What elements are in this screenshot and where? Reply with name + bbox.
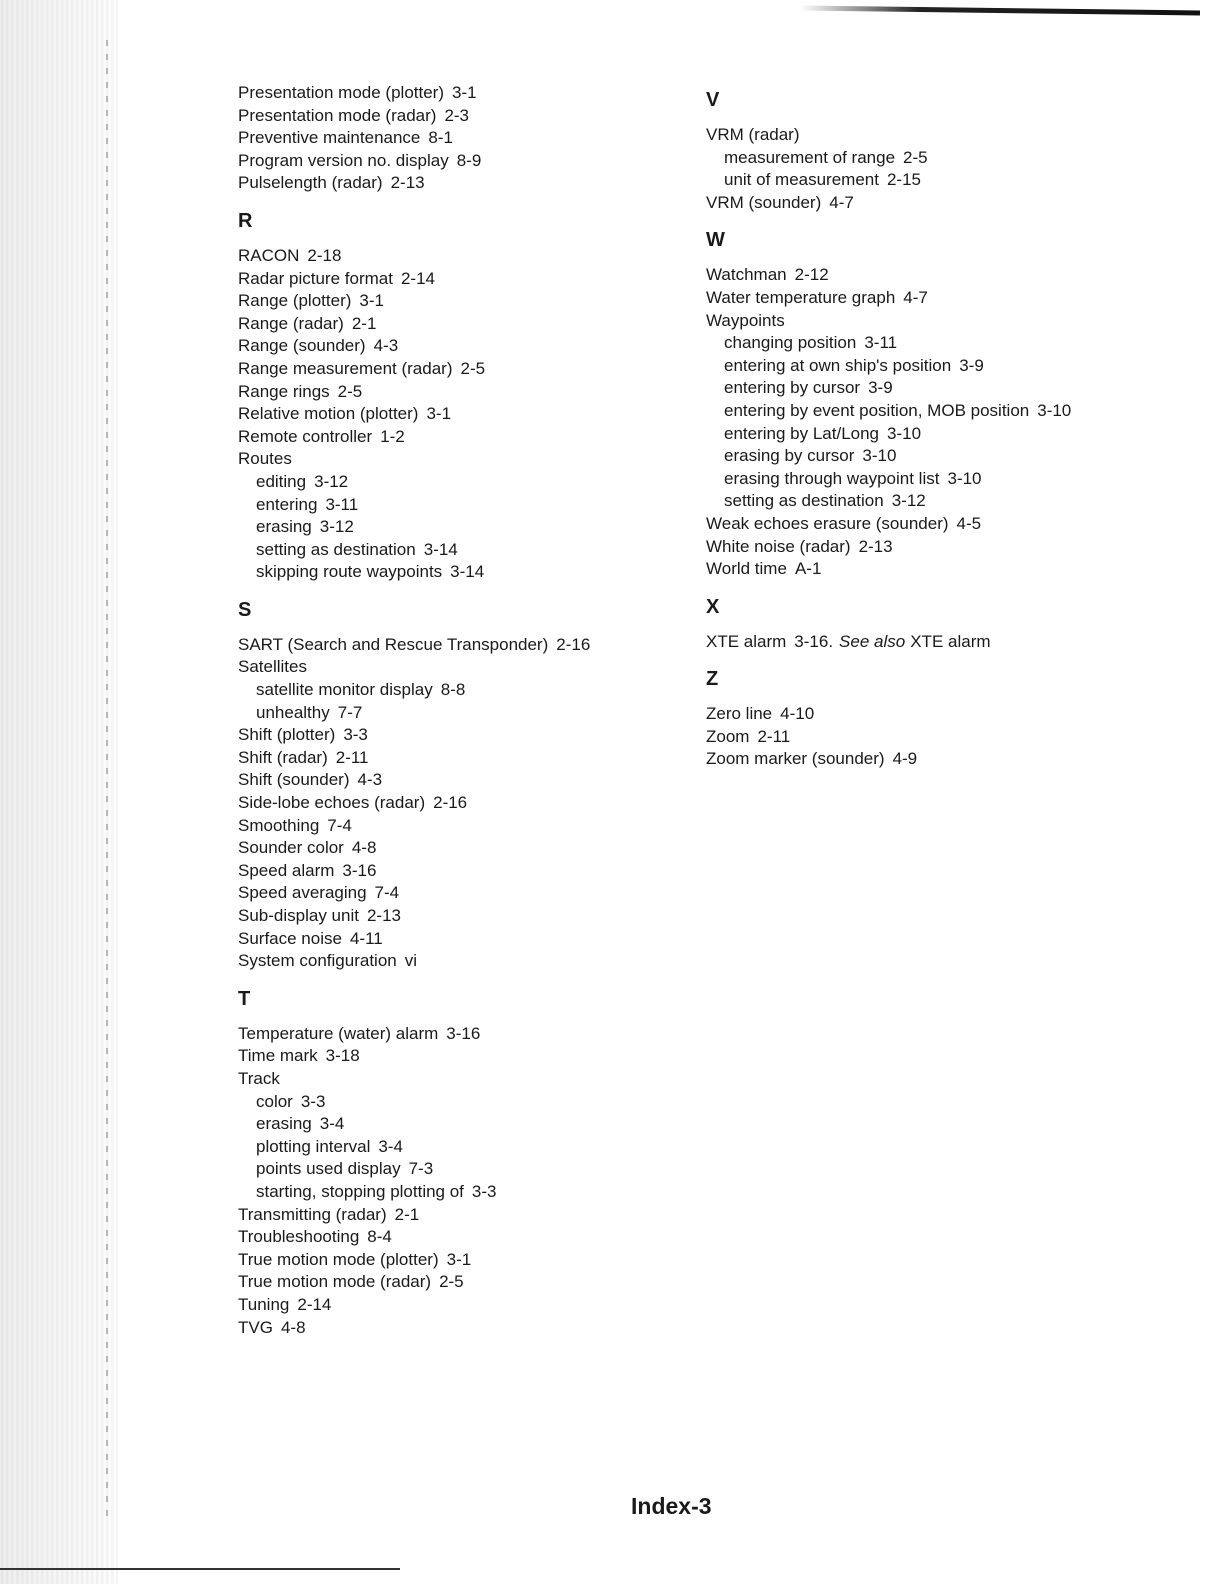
index-subentry — [238, 1113, 678, 1136]
page-reference: 2-1 — [351, 313, 377, 333]
index-subentry — [706, 490, 1136, 513]
index-subentry — [706, 147, 1136, 170]
index-section — [706, 226, 1136, 580]
index-entry — [238, 950, 678, 973]
entry-term: Remote controller — [238, 426, 373, 446]
entry-term: Waypoints — [706, 310, 785, 330]
entry-term: VRM (radar) — [706, 125, 800, 144]
entry-term: RACON — [238, 245, 300, 265]
entry-term: plotting interval — [256, 1136, 371, 1156]
entry-term: Tuning — [238, 1294, 290, 1314]
index-column-left — [238, 82, 678, 1351]
index-entry — [706, 536, 1136, 559]
page-reference: vi — [404, 951, 418, 971]
index-subentry — [238, 1136, 678, 1159]
page-reference: 3-1 — [359, 291, 384, 311]
entry-term: Radar picture format — [238, 268, 393, 288]
entry-term: erasing by cursor — [724, 446, 855, 466]
section-letter: S — [238, 598, 252, 621]
entry-term: color — [256, 1091, 293, 1111]
page-reference: 2-1 — [394, 1204, 420, 1224]
index-subentry — [238, 494, 678, 517]
entry-term: setting as destination — [724, 491, 884, 511]
index-section — [238, 207, 678, 584]
page-reference: 2-15 — [886, 170, 921, 190]
index-subentry — [238, 679, 678, 702]
index-entry — [706, 748, 1136, 771]
entry-term: Watchman — [706, 265, 787, 285]
index-entry — [238, 928, 678, 951]
entry-term: Satellites — [238, 657, 307, 677]
entry-term: starting, stopping plotting of — [256, 1181, 464, 1201]
index-subentry — [238, 1181, 678, 1204]
entry-term: Temperature (water) alarm — [238, 1023, 439, 1043]
page-reference: 4-5 — [956, 513, 982, 533]
page-reference: 3-14 — [450, 562, 485, 582]
entry-term: Sounder color — [238, 838, 344, 858]
page-reference: 3-1 — [446, 1249, 472, 1269]
index-entry — [238, 313, 678, 336]
index-subentry — [706, 169, 1136, 192]
index-entry — [238, 792, 678, 815]
page-reference: 7-7 — [337, 702, 363, 722]
page-reference: 2-5 — [460, 358, 486, 378]
entry-term: Presentation mode (radar) — [238, 105, 437, 125]
entry-term: erasing — [256, 517, 312, 537]
entry-term: measurement of range — [724, 147, 896, 167]
index-subentry — [238, 702, 678, 725]
page-reference: 3-9 — [959, 355, 984, 375]
section-letter: V — [706, 89, 720, 111]
page-reference: 3-1 — [426, 404, 452, 424]
page-reference: 1-2 — [380, 426, 405, 446]
entry-term: Speed averaging — [238, 883, 367, 903]
entry-term: Transmitting (radar) — [238, 1204, 387, 1224]
index-entry — [238, 747, 678, 770]
page-reference: 4-3 — [373, 336, 399, 356]
index-entry — [706, 287, 1136, 310]
entry-term: Speed alarm — [238, 860, 335, 880]
page-reference: 7-4 — [374, 883, 400, 903]
index-entry — [238, 1294, 678, 1317]
page-reference: 3-11 — [325, 494, 359, 514]
index-entry — [706, 726, 1136, 749]
page-reference: 4-9 — [892, 749, 918, 769]
index-entry — [238, 634, 678, 657]
bottom-rule — [0, 1568, 400, 1570]
entry-term: Range measurement (radar) — [238, 358, 453, 378]
index-entry — [238, 1204, 678, 1227]
page-reference: 3-12 — [319, 517, 354, 537]
entry-term: changing position — [724, 333, 857, 353]
index-section — [706, 593, 1136, 654]
index-entry — [238, 1226, 678, 1249]
entry-term: World time — [706, 559, 787, 579]
entry-term: XTE alarm — [706, 631, 787, 651]
page-reference: 4-8 — [280, 1317, 306, 1337]
index-entry — [238, 403, 678, 426]
entry-term: Range (radar) — [238, 313, 344, 333]
index-entry — [238, 448, 678, 471]
page-reference: 4-10 — [780, 704, 815, 724]
index-entry — [238, 335, 678, 358]
page-reference: 2-11 — [757, 726, 791, 746]
entry-term: True motion mode (plotter) — [238, 1249, 439, 1269]
index-subentry — [238, 1158, 678, 1181]
index-entry — [706, 703, 1136, 726]
section-letter: X — [706, 595, 720, 618]
page-reference: 3-3 — [300, 1091, 326, 1111]
page-reference: 3-12 — [891, 491, 926, 511]
page-reference: 7-4 — [327, 815, 352, 835]
entry-term: Weak echoes erasure (sounder) — [706, 513, 949, 533]
index-column-right — [706, 82, 1136, 783]
entry-term: satellite monitor display — [256, 680, 433, 700]
section-letter: Z — [706, 668, 719, 691]
index-section — [706, 86, 1136, 214]
entry-term: Zoom marker (sounder) — [706, 749, 885, 769]
page-reference: 8-4 — [367, 1227, 392, 1247]
section-letter: T — [238, 987, 251, 1010]
index-entry — [238, 1317, 678, 1340]
entry-term: White noise (radar) — [706, 536, 851, 556]
index-subentry — [238, 516, 678, 539]
page-reference: 3-10 — [1037, 400, 1072, 420]
entry-term: Track — [238, 1068, 280, 1088]
page-reference: 2-11 — [335, 747, 369, 767]
index-entry — [706, 192, 1136, 215]
entry-term: editing — [256, 471, 307, 491]
entry-term: skipping route waypoints — [256, 562, 443, 582]
section-letter: R — [238, 209, 253, 232]
page-reference: 2-18 — [307, 245, 342, 265]
index-entry — [238, 172, 678, 195]
index-entry — [706, 558, 1136, 581]
entry-term: VRM (sounder) — [706, 192, 822, 212]
page-reference: 3-1 — [452, 83, 477, 102]
entry-term: Program version no. display — [238, 150, 449, 170]
index-entry — [706, 513, 1136, 536]
entry-term: Zero line — [706, 704, 773, 724]
entry-term: Range (sounder) — [238, 336, 366, 356]
top-rule — [800, 6, 1200, 16]
index-subentry — [706, 445, 1136, 468]
entry-term: Sub-display unit — [238, 906, 359, 925]
entry-term: TVG — [238, 1317, 273, 1337]
index-entry — [238, 769, 678, 792]
index-entry — [238, 290, 678, 313]
page-reference: 3-3 — [471, 1181, 497, 1201]
index-entry — [238, 381, 678, 404]
index-entry — [706, 124, 1136, 147]
index-entry — [238, 150, 678, 173]
page-reference: 2-13 — [858, 536, 893, 556]
page-reference: 2-13 — [366, 906, 401, 925]
entry-term: entering by event position, MOB position — [724, 400, 1030, 420]
index-section — [238, 596, 678, 973]
entry-term: Relative motion (plotter) — [238, 404, 419, 424]
index-subentry — [706, 355, 1136, 378]
index-entry — [238, 268, 678, 291]
page-reference: 8-1 — [428, 128, 453, 148]
index-subentry — [238, 561, 678, 584]
page-reference: 4-3 — [357, 770, 383, 790]
index-entry — [238, 1249, 678, 1272]
page-reference: 3-16. — [794, 631, 834, 651]
index-entry — [238, 1068, 678, 1091]
page-reference: A-1 — [794, 559, 822, 579]
page-reference: 3-18 — [325, 1046, 360, 1066]
index-entry — [238, 1045, 678, 1068]
page-reference: 8-9 — [456, 150, 482, 170]
entry-term: Side-lobe echoes (radar) — [238, 793, 426, 813]
index-entry — [238, 426, 678, 449]
index-entry — [706, 310, 1136, 333]
entry-term: Range (plotter) — [238, 291, 352, 311]
page-number-footer: Index-3 — [631, 1493, 712, 1519]
entry-term: Routes — [238, 449, 292, 469]
index-entry — [238, 724, 678, 747]
index-entry — [238, 82, 678, 105]
index-entry — [706, 631, 1136, 654]
index-entry — [238, 1023, 678, 1046]
page-reference: 4-8 — [351, 838, 377, 858]
index-entry — [238, 905, 678, 928]
page-reference: 3-10 — [887, 423, 922, 443]
page-reference: 2-5 — [903, 147, 928, 167]
section-letter: W — [706, 229, 725, 252]
page-reference: 2-13 — [390, 173, 425, 193]
index-entry — [238, 815, 678, 838]
page-reference: 3-3 — [343, 725, 368, 745]
page-reference: 3-11 — [864, 333, 898, 353]
index-entry — [238, 837, 678, 860]
index-entry — [238, 882, 678, 905]
index-subentry — [706, 423, 1136, 446]
index-entry — [238, 105, 678, 128]
page-reference: 4-7 — [829, 192, 854, 212]
entry-term: Time mark — [238, 1046, 318, 1066]
index-subentry — [238, 471, 678, 494]
entry-term: Pulselength (radar) — [238, 173, 383, 193]
page-reference: 2-16 — [556, 634, 591, 654]
index-entry — [238, 358, 678, 381]
index-entry — [238, 127, 678, 150]
entry-term: Shift (sounder) — [238, 770, 350, 790]
page-reference: 3-12 — [314, 471, 349, 491]
entry-term: unhealthy — [256, 702, 330, 722]
page-reference: 3-16 — [446, 1023, 481, 1043]
page-reference: 3-16 — [342, 860, 377, 880]
page-reference: 3-4 — [319, 1114, 345, 1134]
entry-term: Shift (plotter) — [238, 725, 336, 745]
entry-term: Preventive maintenance — [238, 128, 421, 148]
entry-term: Presentation mode (plotter) — [238, 83, 444, 102]
entry-term: points used display — [256, 1159, 401, 1179]
page-reference: 2-14 — [297, 1294, 332, 1314]
entry-term: Zoom — [706, 726, 750, 746]
index-entry — [238, 656, 678, 679]
page-reference: 8-8 — [440, 680, 466, 700]
entry-term: Troubleshooting — [238, 1227, 360, 1247]
page-reference: 3-14 — [423, 539, 458, 559]
index-subentry — [238, 539, 678, 562]
entry-term: entering by Lat/Long — [724, 423, 880, 443]
index-entry — [238, 1271, 678, 1294]
entry-term: Range rings — [238, 381, 330, 401]
entry-term: erasing through waypoint list — [724, 468, 940, 488]
index-entry — [238, 245, 678, 268]
page-reference: 3-10 — [862, 446, 897, 466]
entry-term: entering — [256, 494, 318, 514]
index-subentry — [706, 400, 1136, 423]
page-reference: 2-12 — [794, 265, 829, 285]
page-reference: 3-10 — [947, 468, 982, 488]
entry-term: System configuration — [238, 951, 397, 971]
entry-term: unit of measurement — [724, 170, 879, 190]
entry-term: setting as destination — [256, 539, 416, 559]
page-reference: 2-16 — [433, 793, 468, 813]
index-entry — [706, 264, 1136, 287]
page-reference: 2-5 — [337, 381, 363, 401]
entry-term: Water temperature graph — [706, 287, 896, 307]
entry-term: entering by cursor — [724, 378, 861, 398]
index-section — [238, 82, 678, 195]
see-also-target: XTE alarm — [910, 631, 991, 651]
entry-term: erasing — [256, 1114, 312, 1134]
page-reference: 2-3 — [444, 105, 470, 125]
entry-term: Shift (radar) — [238, 747, 328, 767]
entry-term: Smoothing — [238, 815, 320, 835]
index-section — [238, 985, 678, 1339]
scan-binding-edge — [0, 0, 118, 1584]
index-subentry — [238, 1091, 678, 1114]
page-reference: 7-3 — [408, 1159, 434, 1179]
index-subentry — [706, 468, 1136, 491]
entry-term: SART (Search and Rescue Transponder) — [238, 634, 549, 654]
entry-term: entering at own ship's position — [724, 355, 952, 375]
page-reference: 2-5 — [439, 1272, 464, 1292]
index-section — [706, 665, 1136, 771]
index-entry — [238, 860, 678, 883]
page-reference: 3-4 — [378, 1136, 403, 1156]
entry-term: Surface noise — [238, 928, 342, 948]
see-also-label: See also — [839, 631, 906, 651]
page-reference: 3-9 — [868, 378, 893, 398]
page-reference: 4-11 — [349, 928, 383, 948]
page-reference: 4-7 — [903, 287, 928, 307]
index-subentry — [706, 377, 1136, 400]
index-subentry — [706, 332, 1136, 355]
entry-term: True motion mode (radar) — [238, 1272, 432, 1292]
page-reference: 2-14 — [400, 268, 435, 288]
